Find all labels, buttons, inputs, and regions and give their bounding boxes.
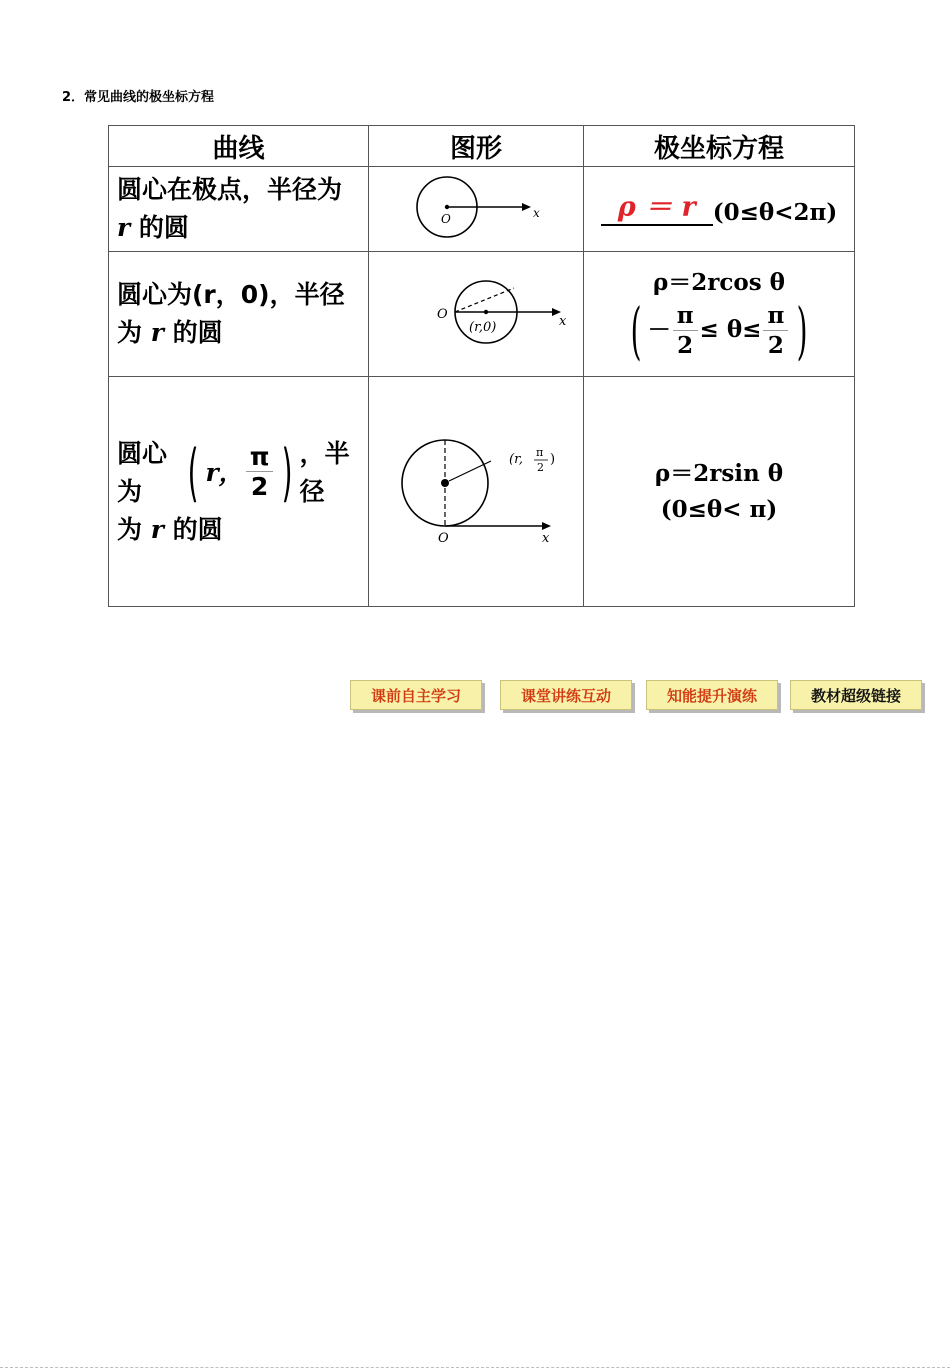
tab-textbook-links[interactable]: 教材超级链接 [790, 680, 922, 710]
circle-center-r0-diagram [371, 257, 581, 367]
table-row [109, 377, 855, 607]
polar-equation: ρ＝2rsin θ (0≤θ< π) [584, 377, 855, 607]
answer-blank [601, 193, 713, 226]
polar-equation: ρ＝2rcos θ ( － $\frac{\pi}{2}$ ≤ θ≤ $\frac{\pi}{2}$ ) [584, 252, 855, 377]
polar-equation: ρ ＝ r (0≤θ<2π) [584, 167, 855, 252]
header-figure: 图形 [369, 126, 584, 167]
svg-text:(r,: (r, [509, 451, 523, 467]
table-row [109, 252, 855, 377]
svg-text:O: O [441, 212, 451, 226]
tab-pre-class-study[interactable]: 课前自主学习 [350, 680, 482, 710]
circle-center-r-pi2-diagram [371, 425, 581, 555]
curve-figure [369, 377, 584, 607]
svg-text:x: x [559, 314, 567, 329]
svg-text:x: x [533, 206, 540, 220]
svg-text:O: O [437, 307, 448, 322]
bottom-nav [0, 674, 950, 713]
svg-text:): ) [550, 451, 556, 467]
circle-at-pole-diagram [371, 167, 581, 247]
answer-text: ρ ＝ r [617, 191, 696, 223]
header-equation: 极坐标方程 [584, 126, 855, 167]
curve-description: 圆心为 ( r， $\frac{\pi}{2}$ ) ，半径 为 r 的圆 [109, 377, 369, 607]
curve-description: 圆心在极点，半径为 r 的圆 [109, 167, 369, 252]
svg-text:2: 2 [537, 460, 544, 474]
tab-skill-practice[interactable]: 知能提升演练 [646, 680, 778, 710]
svg-text:(r,0): (r,0) [469, 320, 497, 335]
tab-class-interaction[interactable]: 课堂讲练互动 [500, 680, 632, 710]
table-row [109, 167, 855, 252]
svg-text:π: π [536, 445, 544, 459]
curve-description: 圆心为(r，0)，半径 为 r 的圆 [109, 252, 369, 377]
polar-equations-table [108, 125, 855, 607]
svg-text:O: O [438, 530, 449, 546]
table-header-row [109, 126, 855, 167]
curve-figure [369, 167, 584, 252]
curve-figure [369, 252, 584, 377]
section-title: 2．常见曲线的极坐标方程 [62, 90, 215, 105]
header-curve: 曲线 [109, 126, 369, 167]
svg-text:x: x [542, 530, 550, 546]
